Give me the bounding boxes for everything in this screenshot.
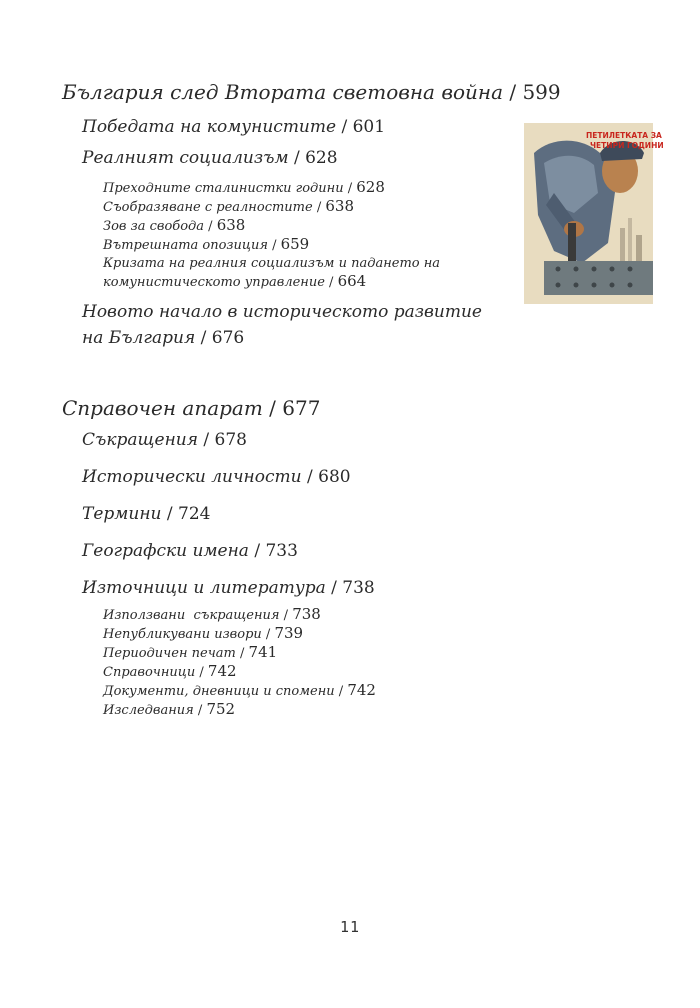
page-number: 11	[339, 918, 361, 936]
toc-entry: Географски имена / 733	[82, 541, 298, 561]
toc-entry: Съкращения / 678	[82, 430, 247, 450]
toc-subentry: Справочници / 742	[103, 662, 237, 680]
poster-illustration	[524, 123, 664, 304]
toc-entry: Реалният социализъм / 628	[82, 148, 338, 168]
toc-entry: Източници и литература / 738	[82, 578, 375, 598]
toc-section-heading: Справочен апарат / 677	[62, 396, 321, 420]
toc-entry: Победата на комунистите / 601	[82, 117, 386, 137]
toc-subentry: Използвани съкращения / 738	[103, 605, 321, 623]
toc-entry: Термини / 724	[82, 504, 211, 524]
toc-subentry: Документи, дневници и спомени / 742	[103, 681, 376, 699]
toc-subentry: Вътрешната опозиция / 659	[103, 235, 310, 253]
toc-subentry: Непубликувани извори / 739	[103, 624, 304, 642]
poster-slogan-line1: ПЕТИЛЕТКАТА ЗА	[586, 131, 662, 140]
poster-image	[524, 123, 664, 304]
toc-subentry: Преходните сталинистки години / 628	[103, 178, 385, 196]
toc-subentry: Кризата на реалния социализъм и падането на	[103, 256, 441, 271]
toc-section-heading: България след Втората световна война / 599	[62, 80, 561, 104]
toc-subentry: Периодичен печат / 741	[103, 643, 278, 661]
toc-entry: Новото начало в историческото развитие	[82, 302, 482, 322]
toc-subentry: Изследвания / 752	[103, 700, 236, 718]
toc-subentry: Зов за свобода / 638	[103, 216, 246, 234]
toc-entry: на България / 676	[82, 328, 245, 348]
toc-subentry: Съобразяване с реалностите / 638	[103, 197, 354, 215]
toc-subentry: комунистическото управление / 664	[103, 272, 367, 290]
poster-slogan-line2: ЧЕТИРИ ГОДИНИ	[590, 141, 664, 150]
toc-entry: Исторически личности / 680	[82, 467, 351, 487]
